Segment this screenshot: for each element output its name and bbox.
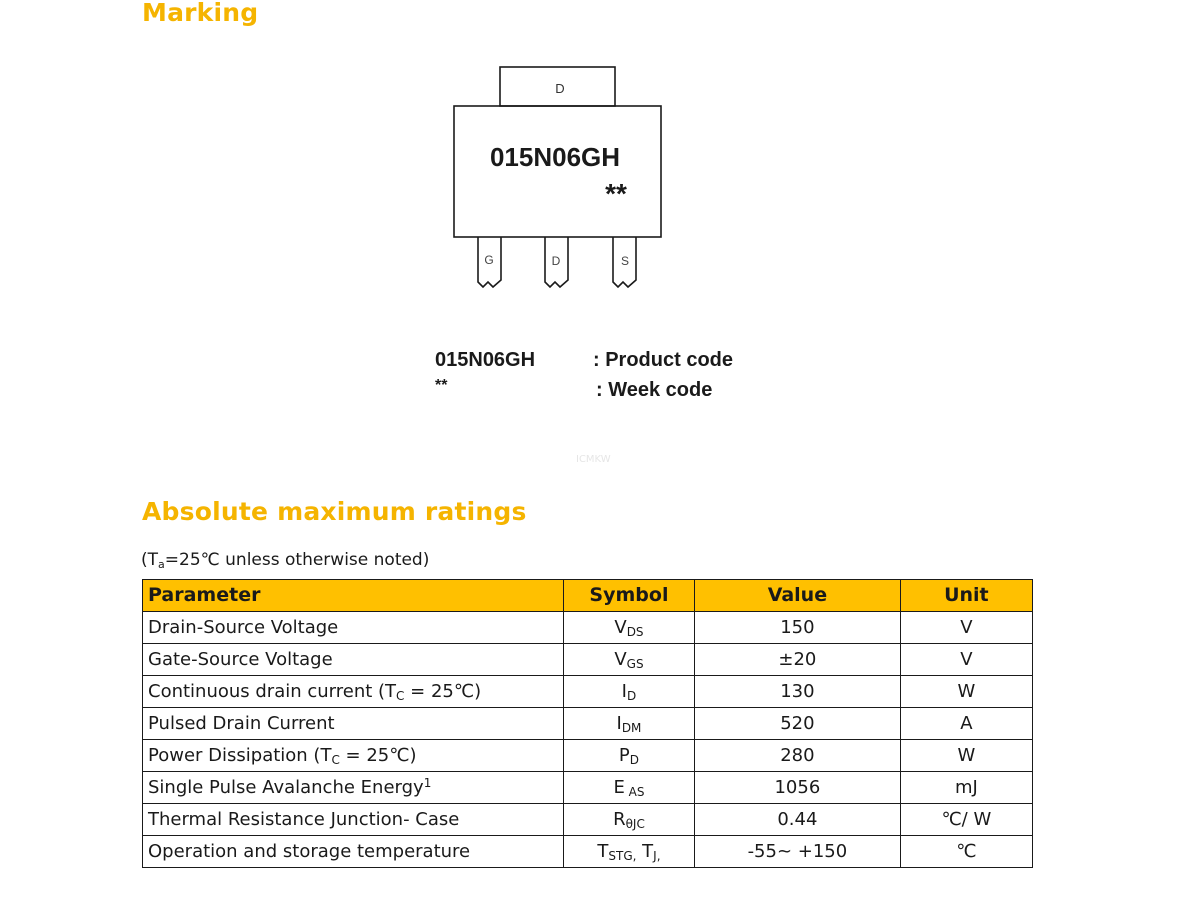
- symbol-tail: T: [636, 841, 654, 862]
- product-code-marking: 015N06GH: [489, 142, 621, 172]
- symbol-sub: D: [629, 753, 639, 767]
- table-row: [143, 708, 1033, 740]
- ratings-table: [142, 579, 1033, 868]
- table-row: [143, 676, 1033, 708]
- symbol-cell: [563, 612, 694, 644]
- value-cell: 520: [695, 708, 901, 740]
- symbol-sub: AS: [624, 785, 645, 799]
- symbol-sub: DM: [621, 721, 642, 735]
- param-text: Gate-Source Voltage: [148, 649, 333, 670]
- param-cell: [143, 708, 564, 740]
- condition-note: [141, 550, 429, 570]
- param-cell: [143, 740, 564, 772]
- marking-legend: [435, 347, 795, 417]
- param-cell: [143, 772, 564, 804]
- table-row: [143, 740, 1033, 772]
- param-cell: [143, 836, 564, 868]
- symbol-main: P: [618, 745, 630, 766]
- param-text: Continuous drain current (T: [148, 681, 397, 702]
- column-header-symbol: Symbol: [563, 580, 694, 612]
- symbol-sub: STG,: [608, 849, 637, 863]
- unit-cell: V: [900, 612, 1032, 644]
- symbol-main: I: [621, 681, 627, 702]
- symbol-cell: [563, 708, 694, 740]
- symbol-cell: [563, 676, 694, 708]
- table-header-row: [143, 580, 1033, 612]
- symbol-main: I: [616, 713, 622, 734]
- param-cell: [143, 612, 564, 644]
- value-cell: 280: [695, 740, 901, 772]
- table-row: [143, 644, 1033, 676]
- unit-cell: mJ: [900, 772, 1032, 804]
- symbol-sub: GS: [626, 657, 644, 671]
- condition-rest: =25℃ unless otherwise noted): [164, 550, 430, 570]
- unit-cell: ℃: [900, 836, 1032, 868]
- column-header-parameter: Parameter: [143, 580, 564, 612]
- value-cell: ±20: [695, 644, 901, 676]
- pin-label-d: D: [551, 254, 561, 268]
- table-row: [143, 772, 1033, 804]
- symbol-cell: [563, 644, 694, 676]
- param-tail: = 25℃): [339, 745, 417, 766]
- symbol-cell: [563, 836, 694, 868]
- symbol-cell: [563, 772, 694, 804]
- param-text: Single Pulse Avalanche Energy: [148, 777, 424, 798]
- param-text: Thermal Resistance Junction- Case: [148, 809, 460, 830]
- condition-sub: a: [158, 558, 165, 571]
- unit-cell: W: [900, 676, 1032, 708]
- table-row: [143, 804, 1033, 836]
- param-text: Operation and storage temperature: [148, 841, 471, 862]
- param-cell: [143, 804, 564, 836]
- param-text: Drain-Source Voltage: [148, 617, 339, 638]
- legend-product-code: 015N06GH: [435, 349, 536, 371]
- table-row: [143, 836, 1033, 868]
- unit-cell: V: [900, 644, 1032, 676]
- symbol-sub: DS: [626, 625, 644, 639]
- symbol-cell: [563, 740, 694, 772]
- value-cell: 1056: [695, 772, 901, 804]
- week-code-marking: **: [605, 178, 627, 209]
- param-footnote: 1: [423, 776, 432, 790]
- param-cell: [143, 644, 564, 676]
- param-cell: [143, 676, 564, 708]
- value-cell: 150: [695, 612, 901, 644]
- param-tail: = 25℃): [404, 681, 482, 702]
- symbol-sub: D: [626, 689, 637, 703]
- param-text: Pulsed Drain Current: [148, 713, 335, 734]
- symbol-sub: θJC: [625, 817, 645, 831]
- value-cell: -55~ +150: [695, 836, 901, 868]
- symbol-main: E: [613, 777, 625, 798]
- symbol-main: V: [614, 617, 627, 638]
- pin-label-g: G: [484, 253, 494, 267]
- pin-label-s: S: [620, 254, 630, 268]
- condition-open: (T: [141, 550, 159, 570]
- symbol-sub2: J,: [653, 849, 661, 863]
- watermark: ICMKW: [576, 454, 611, 465]
- symbol-main: T: [597, 841, 609, 862]
- param-sub: C: [396, 689, 405, 703]
- param-sub: C: [331, 753, 340, 767]
- symbol-cell: [563, 804, 694, 836]
- symbol-main: R: [613, 809, 626, 830]
- legend-week-code: **: [435, 377, 448, 394]
- param-text: Power Dissipation (T: [148, 745, 332, 766]
- legend-week-code-desc: : Week code: [596, 379, 713, 401]
- symbol-main: V: [614, 649, 627, 670]
- value-cell: 0.44: [695, 804, 901, 836]
- column-header-value: Value: [695, 580, 901, 612]
- ratings-heading: Absolute maximum ratings: [142, 497, 527, 526]
- tab-label: D: [555, 81, 565, 96]
- marking-heading: Marking: [142, 0, 259, 27]
- unit-cell: ℃/ W: [900, 804, 1032, 836]
- value-cell: 130: [695, 676, 901, 708]
- column-header-unit: Unit: [900, 580, 1032, 612]
- unit-cell: W: [900, 740, 1032, 772]
- package-marking-diagram: [448, 60, 672, 300]
- table-row: [143, 612, 1033, 644]
- legend-product-code-desc: : Product code: [593, 349, 734, 371]
- unit-cell: A: [900, 708, 1032, 740]
